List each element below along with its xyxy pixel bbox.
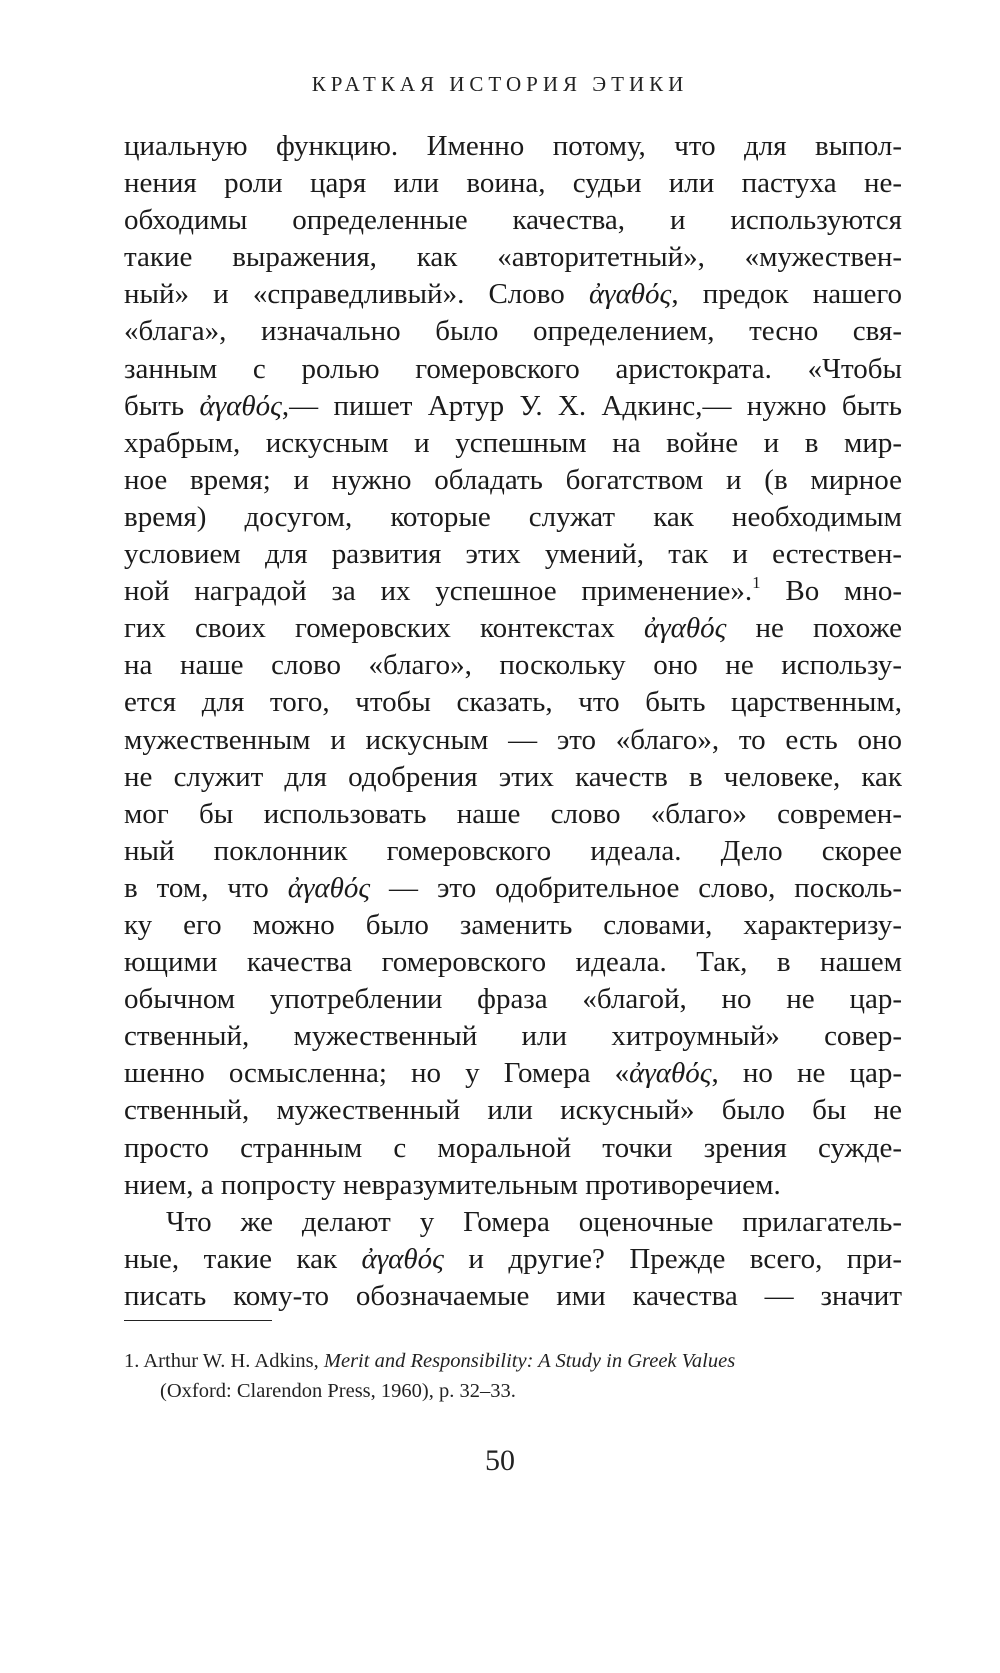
text-line: условием для развития этих умений, так и естествен- <box>124 538 902 571</box>
footnote-author: Arthur W. H. Adkins, <box>143 1350 319 1372</box>
text-line: быть ἀγαθός,— пишет Артур У. Х. Адкинс,— нужно быть <box>124 389 903 422</box>
text-line: в том, что ἀγαθός — это одобрительное слово, посколь- <box>124 871 902 904</box>
text-line: мог бы использовать наше слово «благо» современ- <box>124 797 902 830</box>
text-line: ной наградой за их успешное применение».$^1$ Во мно- <box>124 573 902 608</box>
footnote-reference[interactable]: 1 <box>752 573 761 593</box>
text-line: нения роли царя или воина, судьи или пастуха не- <box>124 167 902 200</box>
text-line: гих своих гомеровских контекстах ἀγαθός не похоже <box>124 612 902 645</box>
paragraph-start-line: Что же делают у Гомера оценочные прилагатель- <box>166 1205 902 1238</box>
text-line: не служит для одобрения этих качеств в человеке, как <box>124 760 902 793</box>
footnote <box>124 1346 902 1406</box>
text-line: ку его можно было заменить словами, характеризу- <box>124 908 902 941</box>
text-line: храбрым, искусным и успешным на войне и в мир- <box>124 426 902 459</box>
text-line: ственный, мужественный или хитроумный» совер- <box>124 1020 902 1053</box>
text-line: ное время; и нужно обладать богатством и (в мирное <box>124 463 902 496</box>
greek-word: ἀγαθός <box>643 612 727 645</box>
text-line: ющими качества гомеровского идеала. Так, в нашем <box>124 946 902 979</box>
text-line: время) досугом, которые служат как необходимым <box>124 500 902 533</box>
running-head: КРАТКАЯ ИСТОРИЯ ЭТИКИ <box>311 72 689 96</box>
text-line: мужественным и искусным — это «благо», то есть оно <box>124 723 902 756</box>
text-line: ется для того, чтобы сказать, что быть царственным, <box>124 686 902 719</box>
footnote-publication: (Oxford: Clarendon Press, 1960), p. 32–33. <box>160 1380 516 1402</box>
text-line: циальную функцию. Именно потому, что для выпол- <box>124 130 902 162</box>
text-line: нием, а попросту невразумительным противоречием. <box>124 1168 781 1201</box>
footnote-title: Merit and Responsibility: A Study in Greek Values <box>323 1350 736 1372</box>
text-line: ные, такие как ἀγαθός и другие? Прежде всего, при- <box>124 1242 902 1275</box>
text-line: просто странным с моральной точки зрения сужде- <box>124 1131 902 1164</box>
footnote-line <box>124 1346 902 1376</box>
text-line: писать кому-то обозначаемые ими качества — значит <box>124 1279 902 1312</box>
greek-word: ἀγαθός <box>361 1242 444 1275</box>
footnote-number: 1. <box>124 1350 140 1372</box>
text-line: шенно осмысленна; но у Гомера «ἀγαθός, но не цар- <box>124 1057 902 1090</box>
greek-word: ἀγαθός <box>287 871 371 904</box>
text-line: на наше слово «благо», поскольку оно не использу- <box>124 649 902 682</box>
greek-word: ἀγαθός <box>199 389 282 422</box>
footnote-divider <box>124 1320 272 1321</box>
body-text <box>124 128 902 1315</box>
text-line: ственный, мужественный или искусный» было бы не <box>124 1094 902 1127</box>
page-number: 50 <box>485 1444 515 1477</box>
greek-word: ἀγαθός <box>629 1057 712 1090</box>
text-line: ный» и «справедливый». Слово ἀγαθός, предок нашего <box>124 278 902 311</box>
text-line: такие выражения, как «авторитетный», «мужествен- <box>124 241 902 274</box>
text-line: «блага», изначально было определением, тесно свя- <box>124 315 902 348</box>
text-line: обычном употреблении фраза «благой, но не цар- <box>124 983 902 1016</box>
text-line: занным с ролью гомеровского аристократа. «Чтобы <box>124 352 902 385</box>
text-line: ный поклонник гомеровского идеала. Дело скорее <box>124 834 902 867</box>
greek-word: ἀγαθός <box>588 278 672 311</box>
text-line: обходимы определенные качества, и используются <box>124 204 902 237</box>
